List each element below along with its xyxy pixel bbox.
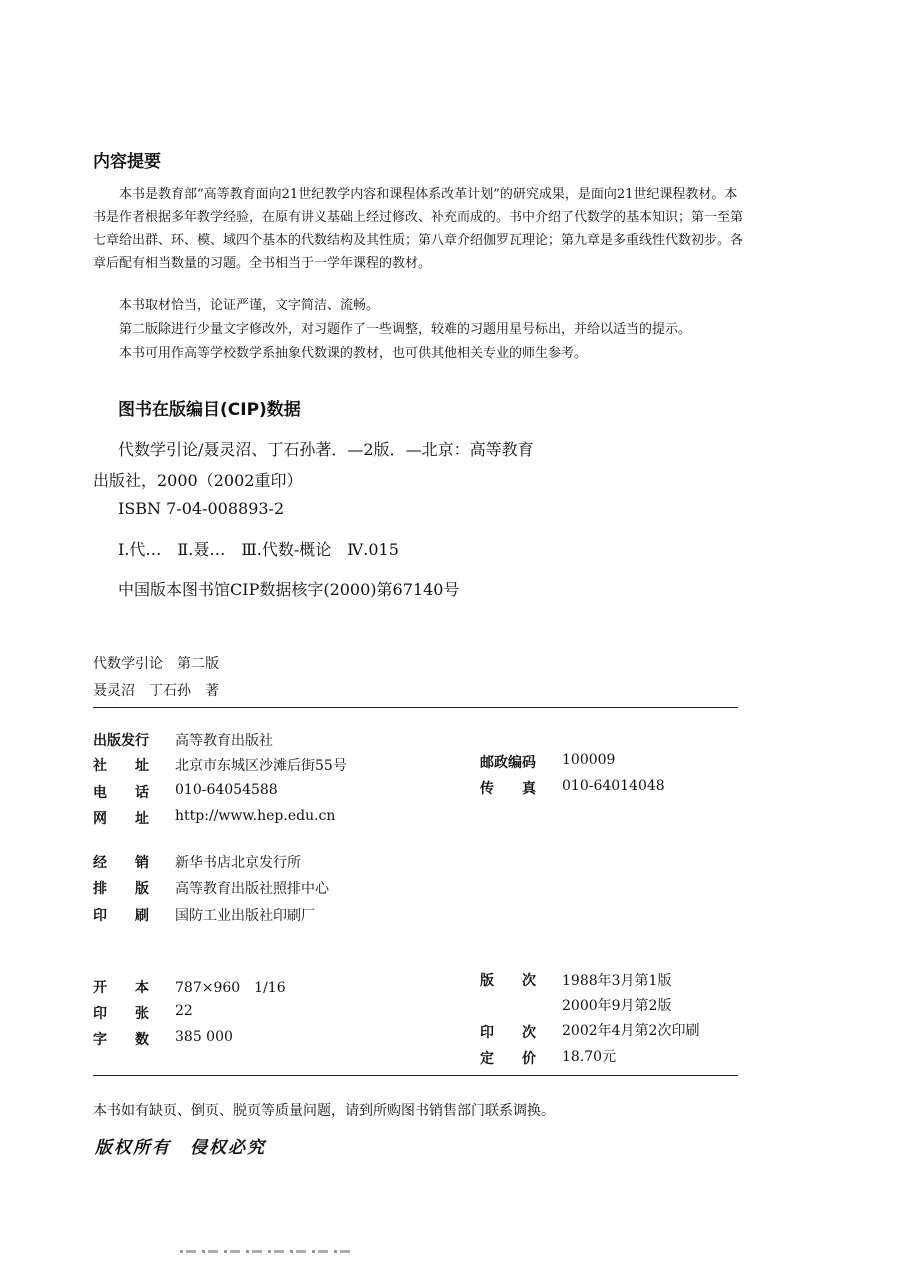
phone-value: 010-64054588 [175,782,278,798]
price-value: 18.70元 [562,1049,617,1065]
publish-label: 出版发行 [93,733,149,749]
summary-paragraph-4: 本书可用作高等学校数学系抽象代数课的教材，也可供其他相关专业的师生参考。 [119,346,588,361]
format-label: 开 本 [93,980,149,996]
fax-value: 010-64014048 [562,778,665,794]
printing-label: 印 次 [480,1025,536,1041]
sheets-label: 印 张 [93,1006,149,1022]
summary-paragraph-2: 本书取材恰当，论证严谨，文字简洁、流畅。 [119,298,380,313]
cip-isbn: ISBN 7-04-008893-2 [118,499,285,518]
sheets-value: 22 [175,1003,193,1019]
format-value: 787×960 1/16 [175,980,286,996]
summary-heading: 内容提要 [93,152,161,172]
book-authors: 聂灵沼 丁石孙 著 [93,683,219,699]
typesetting-label: 排 版 [93,881,149,897]
distributor-value: 新华书店北京发行所 [175,855,301,871]
typesetting-value: 高等教育出版社照排中心 [175,881,329,897]
book-title: 代数学引论 第二版 [93,656,219,672]
quality-notice: 本书如有缺页、倒页、脱页等质量问题，请到所购图书销售部门联系调换。 [93,1103,555,1119]
edition-value-2: 2000年9月第2版 [562,998,672,1014]
fax-label: 传 真 [480,781,536,797]
postcode-value: 100009 [562,752,616,768]
cip-line-1: 代数学引论/聂灵沼、丁石孙著．—2版．—北京：高等教育 [118,440,534,459]
publish-value: 高等教育出版社 [175,733,273,749]
summary-paragraph-1: 本书是教育部“高等教育面向21世纪教学内容和课程体系改革计划”的研究成果，是面向21世纪课程教材。本书是作者根据多年教学经验，在原有讲义基础上经过修改、补充而成的。书中介绍了代数学的基本知识；第一至第七章给出群、环、模、域四个基本的代数结构及其性质；第八章介绍伽罗瓦理论；第九章是多重线性代数初步。各章后配有相当数量的习题。全书相当于一学年课程的教材。 [93,187,744,271]
distributor-label: 经 销 [93,855,149,871]
cip-heading: 图书在版编目(CIP)数据 [118,400,301,420]
divider-bottom [93,1075,738,1076]
copyright-notice: 版权所有 侵权必究 [95,1138,266,1158]
divider-top [93,707,738,708]
summary-paragraph-3: 第二版除进行少量文字修改外，对习题作了一些调整，较难的习题用星号标出，并给以适当的提示。 [119,322,692,337]
printing-value: 2002年4月第2次印刷 [562,1023,700,1039]
website-label: 网 址 [93,811,149,827]
cip-line-2: 出版社，2000（2002重印） [93,471,303,490]
phone-label: 电 话 [93,785,149,801]
printer-label: 印 刷 [93,908,149,924]
address-label: 社 址 [93,758,149,774]
cip-classification: Ⅰ.代… Ⅱ.聂… Ⅲ.代数-概论 Ⅳ.015 [118,540,399,559]
word-count-label: 字 数 [93,1032,149,1048]
edition-value-1: 1988年3月第1版 [562,973,672,989]
word-count-value: 385 000 [175,1029,233,1045]
website-value: http://www.hep.edu.cn [175,808,336,824]
address-value: 北京市东城区沙滩后街55号 [175,758,347,774]
edition-label: 版 次 [480,973,536,989]
cip-record-number: 中国版本图书馆CIP数据核字(2000)第67140号 [118,580,460,599]
postcode-label: 邮政编码 [480,755,536,771]
scan-artifact [180,1250,350,1253]
printer-value: 国防工业出版社印刷厂 [175,908,315,924]
price-label: 定 价 [480,1051,536,1067]
